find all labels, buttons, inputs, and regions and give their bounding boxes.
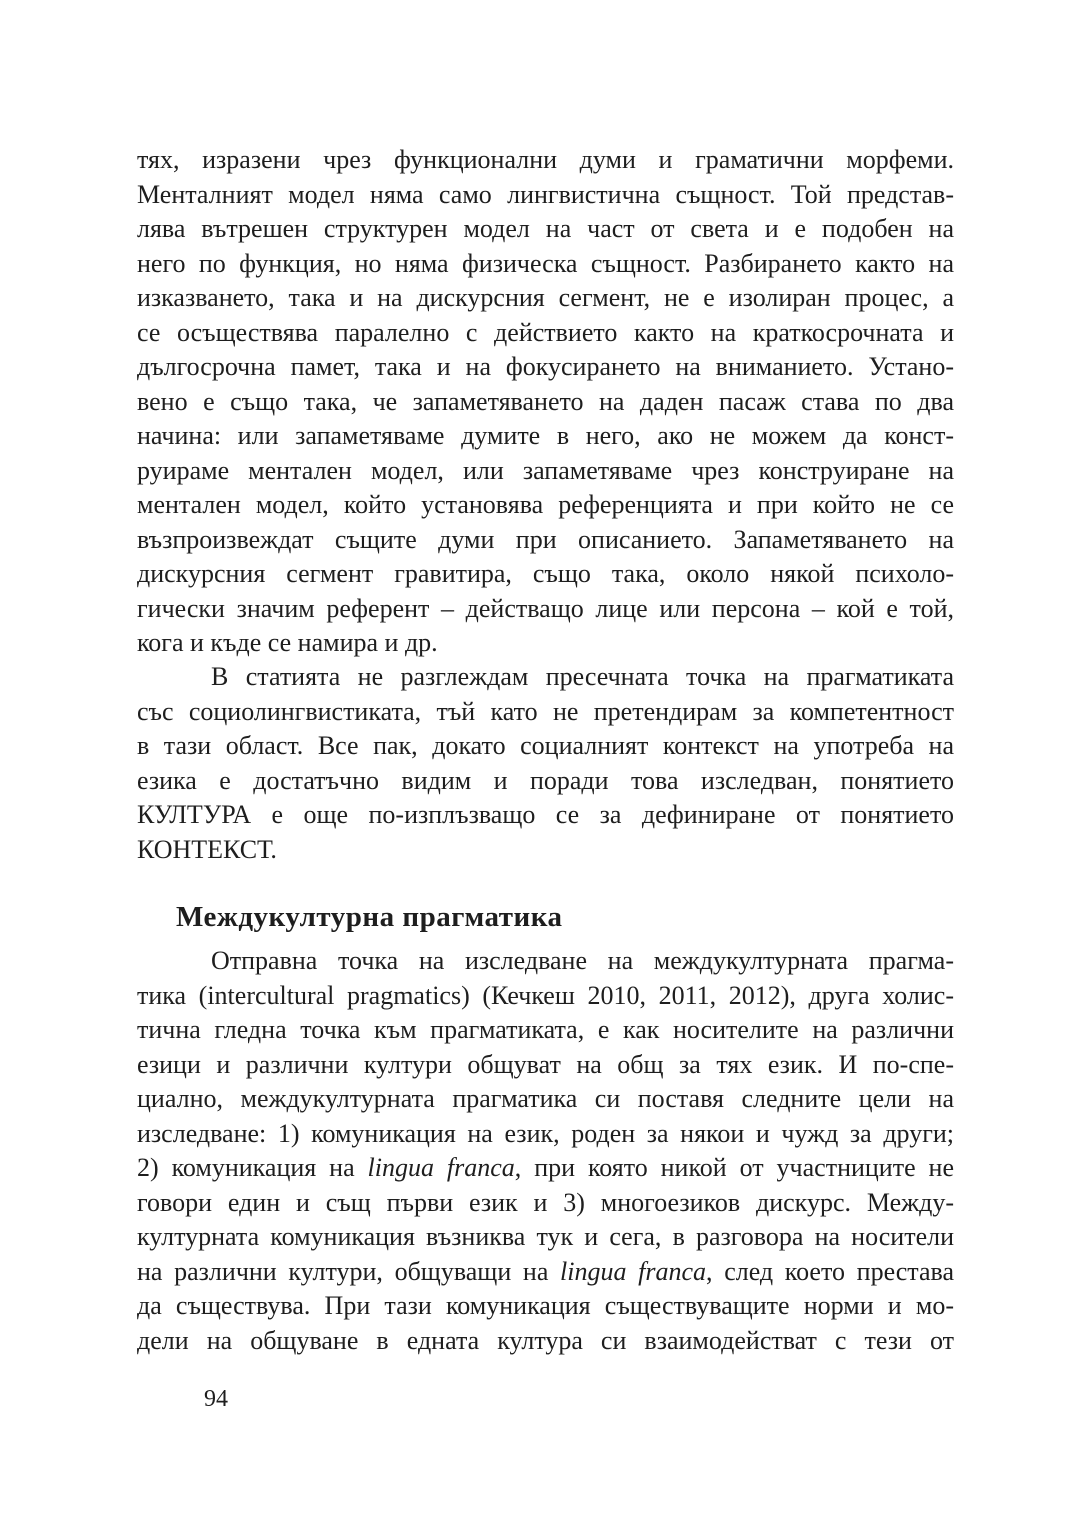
text-line: тика (intercultural pragmatics) (Кечкеш 2010, 2011, 2012), друга холис- xyxy=(137,980,954,1010)
text-line: В статията не разглеждам пресечната точка на прагматиката xyxy=(211,662,954,691)
text-line: се осъществява паралелно с действието както на краткосрочната и xyxy=(137,317,954,347)
text-segment: , при която никой от участниците не xyxy=(514,1153,954,1182)
text-line: кога и къде се намира и др. xyxy=(137,628,438,657)
text-line: културната комуникация възниква тук и сега, в разговора на носители xyxy=(137,1222,954,1251)
text-line: циално, междукултурната прагматика си поставя следните цели на xyxy=(137,1084,954,1113)
text-line: дългосрочна памет, така и на фокусирането на вниманието. Устано- xyxy=(137,352,954,381)
text-line-with-italic xyxy=(137,1255,954,1290)
text-line: изказването, така и на дискурсния сегмент, не е изолиран процес, а xyxy=(137,283,954,312)
text-line: Менталният модел няма само лингвистична същност. Той представ- xyxy=(137,179,954,209)
text-line: вено е също така, че запаметяването на даден пасаж става по два xyxy=(137,386,954,416)
text-line: в тази област. Все пак, докато социалният контекст на употреба на xyxy=(137,731,954,760)
text-line: тях, изразени чрез функционални думи и граматични морфеми. xyxy=(137,145,954,174)
text-line: тична гледна точка към прагматиката, е как носителите на различни xyxy=(137,1015,954,1044)
text-line: Отправна точка на изследване на междукултурната прагма- xyxy=(211,946,954,975)
text-line: езици и различни култури общуват на общ за тях език. И по-спе- xyxy=(137,1049,954,1079)
italic-term: lingua franca xyxy=(560,1256,707,1286)
text-segment: на различни култури, общуващи на xyxy=(137,1256,561,1286)
page-number: 94 xyxy=(204,1386,228,1412)
text-line: говори един и същ първи език и 3) многоезиков дискурс. Между- xyxy=(137,1187,954,1217)
paragraph-1 xyxy=(137,143,954,661)
paragraph-2 xyxy=(137,660,954,867)
section-heading: Междукултурна прагматика xyxy=(176,901,563,933)
text-line: да съществува. При тази комуникация съществуващите норми и мо- xyxy=(137,1291,954,1320)
text-line: езика е достатъчно видим и поради това изследван, понятието xyxy=(137,765,954,795)
text-line: възпроизвеждат същите думи при описанието. Запаметяването на xyxy=(137,524,954,554)
text-line: него по функция, но няма физическа същност. Разбирането както на xyxy=(137,248,954,278)
text-line: руираме ментален модел, или запаметяваме чрез конструиране на xyxy=(137,455,954,485)
paragraph-3 xyxy=(137,944,954,1358)
text-line: КУЛТУРА е още по-изплъзващо се за дефиниране от понятието xyxy=(137,800,954,829)
text-line: със социолингвистиката, тъй като не претендирам за компетентност xyxy=(137,696,954,726)
text-line: начина: или запаметяваме думите в него, ако не можем да конст- xyxy=(137,421,954,450)
text-line: изследване: 1) комуникация на език, роден за някои и чужд за други; xyxy=(137,1118,954,1148)
text-line: дискурсния сегмент гравитира, също така, около някой психоло- xyxy=(137,559,954,588)
text-line: ментален модел, който установява референцията и при който не се xyxy=(137,490,954,519)
text-line: КОНТЕКСТ. xyxy=(137,834,277,864)
text-line-with-italic xyxy=(137,1151,954,1186)
text-segment: 2) комуникация на xyxy=(137,1153,368,1182)
text-segment: , след което престава xyxy=(706,1256,954,1286)
text-line: гически значим референт – действащо лице или персона – кой е той, xyxy=(137,593,954,623)
italic-term: lingua franca xyxy=(367,1153,515,1182)
text-line: лява вътрешен структурен модел на част от света и е подобен на xyxy=(137,214,954,243)
text-line: дели на общуване в едната култура си взаимодействат с тези от xyxy=(137,1325,954,1355)
